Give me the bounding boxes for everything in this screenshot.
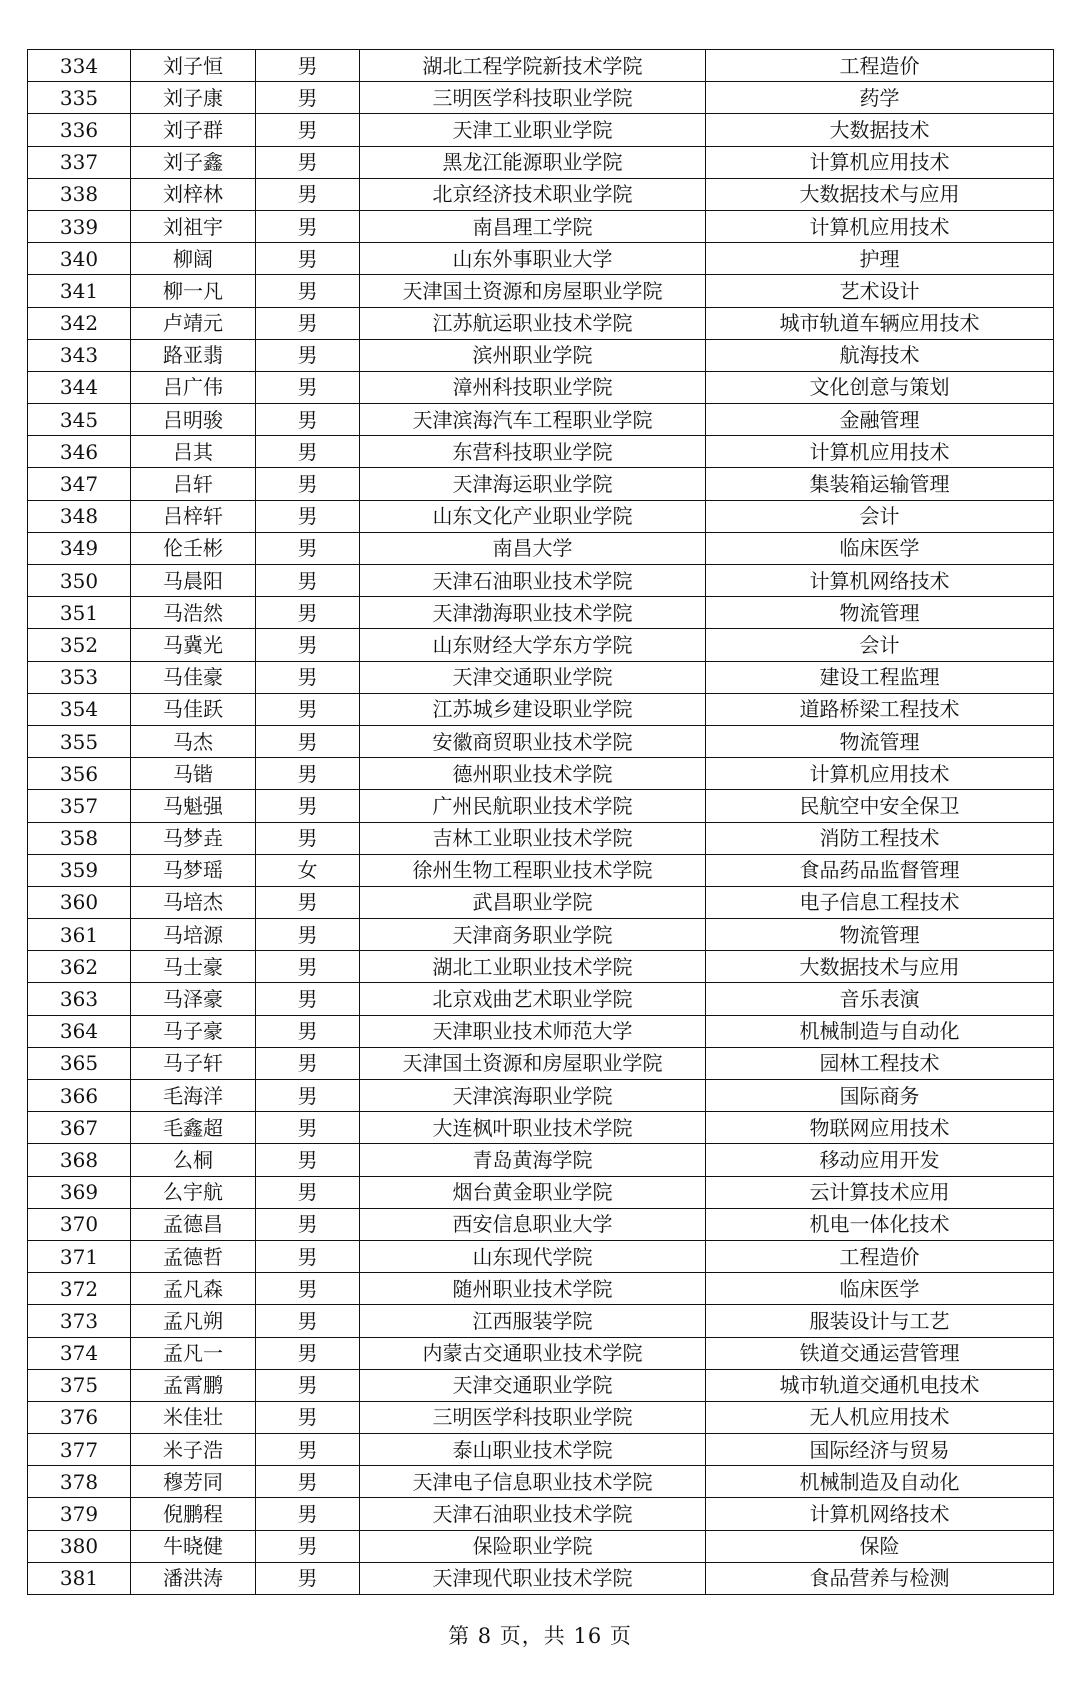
school-cell: 泰山职业技术学院	[360, 1434, 706, 1466]
gender-cell: 男	[256, 243, 360, 275]
name-cell: 孟德昌	[131, 1208, 256, 1240]
row-number-cell: 347	[28, 468, 131, 500]
major-cell: 会计	[706, 500, 1054, 532]
gender-cell: 男	[256, 404, 360, 436]
table-row	[28, 693, 1054, 725]
school-cell: 南昌大学	[360, 532, 706, 564]
school-cell: 烟台黄金职业学院	[360, 1176, 706, 1208]
major-cell: 计算机应用技术	[706, 146, 1054, 178]
table-row	[28, 1401, 1054, 1433]
name-cell: 吕梓轩	[131, 500, 256, 532]
row-number-cell: 356	[28, 758, 131, 790]
table-row	[28, 243, 1054, 275]
school-cell: 天津交通职业学院	[360, 661, 706, 693]
table-row	[28, 1273, 1054, 1305]
name-cell: 马锴	[131, 758, 256, 790]
table-row	[28, 404, 1054, 436]
gender-cell: 男	[256, 725, 360, 757]
name-cell: 米佳壮	[131, 1401, 256, 1433]
gender-cell: 男	[256, 307, 360, 339]
gender-cell: 男	[256, 275, 360, 307]
school-cell: 北京经济技术职业学院	[360, 178, 706, 210]
row-number-cell: 364	[28, 1015, 131, 1047]
table-row	[28, 1080, 1054, 1112]
major-cell: 工程造价	[706, 50, 1054, 82]
gender-cell: 男	[256, 532, 360, 564]
gender-cell: 男	[256, 210, 360, 242]
school-cell: 天津现代职业技术学院	[360, 1562, 706, 1594]
name-cell: 马晨阳	[131, 565, 256, 597]
row-number-cell: 345	[28, 404, 131, 436]
school-cell: 黑龙江能源职业学院	[360, 146, 706, 178]
school-cell: 天津国土资源和房屋职业学院	[360, 275, 706, 307]
major-cell: 消防工程技术	[706, 822, 1054, 854]
name-cell: 卢靖元	[131, 307, 256, 339]
school-cell: 天津石油职业技术学院	[360, 565, 706, 597]
gender-cell: 男	[256, 919, 360, 951]
school-cell: 山东文化产业职业学院	[360, 500, 706, 532]
major-cell: 服装设计与工艺	[706, 1305, 1054, 1337]
school-cell: 天津电子信息职业技术学院	[360, 1466, 706, 1498]
table-row	[28, 1466, 1054, 1498]
major-cell: 物流管理	[706, 725, 1054, 757]
row-number-cell: 350	[28, 565, 131, 597]
name-cell: 马佳跃	[131, 693, 256, 725]
gender-cell: 男	[256, 565, 360, 597]
school-cell: 武昌职业学院	[360, 886, 706, 918]
gender-cell: 男	[256, 1112, 360, 1144]
school-cell: 内蒙古交通职业技术学院	[360, 1337, 706, 1369]
name-cell: 马子轩	[131, 1047, 256, 1079]
gender-cell: 男	[256, 50, 360, 82]
row-number-cell: 353	[28, 661, 131, 693]
row-number-cell: 354	[28, 693, 131, 725]
school-cell: 随州职业技术学院	[360, 1273, 706, 1305]
school-cell: 天津商务职业学院	[360, 919, 706, 951]
school-cell: 山东财经大学东方学院	[360, 629, 706, 661]
row-number-cell: 371	[28, 1240, 131, 1272]
school-cell: 徐州生物工程职业技术学院	[360, 854, 706, 886]
school-cell: 三明医学科技职业学院	[360, 82, 706, 114]
row-number-cell: 337	[28, 146, 131, 178]
row-number-cell: 338	[28, 178, 131, 210]
table-row	[28, 371, 1054, 403]
school-cell: 天津工业职业学院	[360, 114, 706, 146]
major-cell: 国际经济与贸易	[706, 1434, 1054, 1466]
table-row	[28, 983, 1054, 1015]
row-number-cell: 368	[28, 1144, 131, 1176]
major-cell: 无人机应用技术	[706, 1401, 1054, 1433]
name-cell: 孟凡森	[131, 1273, 256, 1305]
major-cell: 物流管理	[706, 919, 1054, 951]
major-cell: 道路桥梁工程技术	[706, 693, 1054, 725]
name-cell: 马佳豪	[131, 661, 256, 693]
table-row	[28, 1530, 1054, 1562]
table-row	[28, 114, 1054, 146]
table-row	[28, 854, 1054, 886]
table-row	[28, 307, 1054, 339]
row-number-cell: 370	[28, 1208, 131, 1240]
table-row	[28, 725, 1054, 757]
school-cell: 吉林工业职业技术学院	[360, 822, 706, 854]
table-row	[28, 822, 1054, 854]
gender-cell: 男	[256, 1240, 360, 1272]
major-cell: 临床医学	[706, 1273, 1054, 1305]
table-row	[28, 1498, 1054, 1530]
gender-cell: 男	[256, 1273, 360, 1305]
gender-cell: 男	[256, 1208, 360, 1240]
school-cell: 东营科技职业学院	[360, 436, 706, 468]
name-cell: 刘子康	[131, 82, 256, 114]
major-cell: 机电一体化技术	[706, 1208, 1054, 1240]
gender-cell: 男	[256, 758, 360, 790]
table-row	[28, 1047, 1054, 1079]
page-footer: 第 8 页，共 16 页	[448, 1624, 632, 1648]
name-cell: 马泽豪	[131, 983, 256, 1015]
major-cell: 保险	[706, 1530, 1054, 1562]
table-row	[28, 1240, 1054, 1272]
gender-cell: 男	[256, 790, 360, 822]
school-cell: 江苏航运职业技术学院	[360, 307, 706, 339]
gender-cell: 男	[256, 1047, 360, 1079]
name-cell: 马培杰	[131, 886, 256, 918]
table-row	[28, 146, 1054, 178]
major-cell: 工程造价	[706, 1240, 1054, 1272]
table-row	[28, 919, 1054, 951]
row-number-cell: 379	[28, 1498, 131, 1530]
school-cell: 湖北工业职业技术学院	[360, 951, 706, 983]
table-row	[28, 886, 1054, 918]
school-cell: 漳州科技职业学院	[360, 371, 706, 403]
major-cell: 计算机网络技术	[706, 1498, 1054, 1530]
school-cell: 天津海运职业学院	[360, 468, 706, 500]
school-cell: 德州职业技术学院	[360, 758, 706, 790]
major-cell: 移动应用开发	[706, 1144, 1054, 1176]
major-cell: 城市轨道车辆应用技术	[706, 307, 1054, 339]
table-row	[28, 758, 1054, 790]
gender-cell: 男	[256, 1144, 360, 1176]
row-number-cell: 365	[28, 1047, 131, 1079]
row-number-cell: 335	[28, 82, 131, 114]
student-list-table	[27, 49, 1054, 1595]
name-cell: 孟霄鹏	[131, 1369, 256, 1401]
gender-cell: 男	[256, 951, 360, 983]
gender-cell: 男	[256, 1337, 360, 1369]
gender-cell: 男	[256, 1466, 360, 1498]
name-cell: 伦壬彬	[131, 532, 256, 564]
major-cell: 建设工程监理	[706, 661, 1054, 693]
major-cell: 航海技术	[706, 339, 1054, 371]
name-cell: 倪鹏程	[131, 1498, 256, 1530]
name-cell: 马杰	[131, 725, 256, 757]
name-cell: 孟德哲	[131, 1240, 256, 1272]
major-cell: 食品药品监督管理	[706, 854, 1054, 886]
name-cell: 刘梓林	[131, 178, 256, 210]
name-cell: 么桐	[131, 1144, 256, 1176]
table-row	[28, 1434, 1054, 1466]
school-cell: 天津渤海职业技术学院	[360, 597, 706, 629]
name-cell: 柳一凡	[131, 275, 256, 307]
major-cell: 计算机网络技术	[706, 565, 1054, 597]
gender-cell: 男	[256, 1015, 360, 1047]
gender-cell: 男	[256, 114, 360, 146]
table-row	[28, 629, 1054, 661]
row-number-cell: 344	[28, 371, 131, 403]
row-number-cell: 361	[28, 919, 131, 951]
row-number-cell: 373	[28, 1305, 131, 1337]
row-number-cell: 339	[28, 210, 131, 242]
name-cell: 刘祖宇	[131, 210, 256, 242]
school-cell: 广州民航职业技术学院	[360, 790, 706, 822]
gender-cell: 男	[256, 822, 360, 854]
table-row	[28, 951, 1054, 983]
table-row	[28, 661, 1054, 693]
table-body	[28, 50, 1054, 1595]
name-cell: 吕其	[131, 436, 256, 468]
major-cell: 物流管理	[706, 597, 1054, 629]
major-cell: 计算机应用技术	[706, 210, 1054, 242]
gender-cell: 男	[256, 468, 360, 500]
table-row	[28, 597, 1054, 629]
name-cell: 孟凡朔	[131, 1305, 256, 1337]
name-cell: 牛晓健	[131, 1530, 256, 1562]
gender-cell: 男	[256, 178, 360, 210]
row-number-cell: 336	[28, 114, 131, 146]
major-cell: 药学	[706, 82, 1054, 114]
major-cell: 大数据技术	[706, 114, 1054, 146]
major-cell: 计算机应用技术	[706, 436, 1054, 468]
name-cell: 刘子恒	[131, 50, 256, 82]
table-row	[28, 1208, 1054, 1240]
school-cell: 三明医学科技职业学院	[360, 1401, 706, 1433]
table-row	[28, 339, 1054, 371]
major-cell: 临床医学	[706, 532, 1054, 564]
row-number-cell: 343	[28, 339, 131, 371]
row-number-cell: 340	[28, 243, 131, 275]
school-cell: 大连枫叶职业技术学院	[360, 1112, 706, 1144]
table-row	[28, 275, 1054, 307]
school-cell: 北京戏曲艺术职业学院	[360, 983, 706, 1015]
school-cell: 青岛黄海学院	[360, 1144, 706, 1176]
major-cell: 艺术设计	[706, 275, 1054, 307]
row-number-cell: 360	[28, 886, 131, 918]
major-cell: 云计算技术应用	[706, 1176, 1054, 1208]
name-cell: 孟凡一	[131, 1337, 256, 1369]
row-number-cell: 359	[28, 854, 131, 886]
gender-cell: 女	[256, 854, 360, 886]
school-cell: 湖北工程学院新技术学院	[360, 50, 706, 82]
row-number-cell: 357	[28, 790, 131, 822]
row-number-cell: 376	[28, 1401, 131, 1433]
table-row	[28, 1144, 1054, 1176]
gender-cell: 男	[256, 1562, 360, 1594]
table-row	[28, 1112, 1054, 1144]
table-row	[28, 1015, 1054, 1047]
major-cell: 机械制造及自动化	[706, 1466, 1054, 1498]
table-row	[28, 532, 1054, 564]
row-number-cell: 363	[28, 983, 131, 1015]
name-cell: 吕轩	[131, 468, 256, 500]
name-cell: 马子豪	[131, 1015, 256, 1047]
name-cell: 么宇航	[131, 1176, 256, 1208]
table-row	[28, 210, 1054, 242]
name-cell: 马梦垚	[131, 822, 256, 854]
school-cell: 天津滨海汽车工程职业学院	[360, 404, 706, 436]
major-cell: 物联网应用技术	[706, 1112, 1054, 1144]
gender-cell: 男	[256, 1498, 360, 1530]
gender-cell: 男	[256, 983, 360, 1015]
table-row	[28, 1337, 1054, 1369]
major-cell: 会计	[706, 629, 1054, 661]
gender-cell: 男	[256, 886, 360, 918]
row-number-cell: 380	[28, 1530, 131, 1562]
school-cell: 南昌理工学院	[360, 210, 706, 242]
school-cell: 滨州职业学院	[360, 339, 706, 371]
gender-cell: 男	[256, 1369, 360, 1401]
table-row	[28, 1562, 1054, 1594]
school-cell: 安徽商贸职业技术学院	[360, 725, 706, 757]
school-cell: 天津国土资源和房屋职业学院	[360, 1047, 706, 1079]
major-cell: 集装箱运输管理	[706, 468, 1054, 500]
name-cell: 吕广伟	[131, 371, 256, 403]
major-cell: 园林工程技术	[706, 1047, 1054, 1079]
row-number-cell: 362	[28, 951, 131, 983]
name-cell: 马魁强	[131, 790, 256, 822]
name-cell: 毛海洋	[131, 1080, 256, 1112]
table-row	[28, 1369, 1054, 1401]
row-number-cell: 369	[28, 1176, 131, 1208]
school-cell: 天津职业技术师范大学	[360, 1015, 706, 1047]
row-number-cell: 378	[28, 1466, 131, 1498]
row-number-cell: 342	[28, 307, 131, 339]
name-cell: 马浩然	[131, 597, 256, 629]
school-cell: 江苏城乡建设职业学院	[360, 693, 706, 725]
gender-cell: 男	[256, 597, 360, 629]
gender-cell: 男	[256, 1176, 360, 1208]
table-row	[28, 565, 1054, 597]
name-cell: 吕明骏	[131, 404, 256, 436]
table-row	[28, 1176, 1054, 1208]
row-number-cell: 366	[28, 1080, 131, 1112]
row-number-cell: 374	[28, 1337, 131, 1369]
gender-cell: 男	[256, 1530, 360, 1562]
name-cell: 柳阔	[131, 243, 256, 275]
school-cell: 山东外事职业大学	[360, 243, 706, 275]
gender-cell: 男	[256, 1401, 360, 1433]
major-cell: 护理	[706, 243, 1054, 275]
gender-cell: 男	[256, 1305, 360, 1337]
table-row	[28, 790, 1054, 822]
major-cell: 国际商务	[706, 1080, 1054, 1112]
table-row	[28, 178, 1054, 210]
row-number-cell: 351	[28, 597, 131, 629]
gender-cell: 男	[256, 1080, 360, 1112]
gender-cell: 男	[256, 693, 360, 725]
gender-cell: 男	[256, 436, 360, 468]
table-row	[28, 468, 1054, 500]
row-number-cell: 372	[28, 1273, 131, 1305]
school-cell: 天津交通职业学院	[360, 1369, 706, 1401]
row-number-cell: 348	[28, 500, 131, 532]
row-number-cell: 375	[28, 1369, 131, 1401]
name-cell: 马梦瑶	[131, 854, 256, 886]
major-cell: 民航空中安全保卫	[706, 790, 1054, 822]
major-cell: 城市轨道交通机电技术	[706, 1369, 1054, 1401]
gender-cell: 男	[256, 146, 360, 178]
table-row	[28, 436, 1054, 468]
table-row	[28, 50, 1054, 82]
row-number-cell: 377	[28, 1434, 131, 1466]
row-number-cell: 334	[28, 50, 131, 82]
row-number-cell: 349	[28, 532, 131, 564]
gender-cell: 男	[256, 1434, 360, 1466]
school-cell: 山东现代学院	[360, 1240, 706, 1272]
major-cell: 机械制造与自动化	[706, 1015, 1054, 1047]
major-cell: 铁道交通运营管理	[706, 1337, 1054, 1369]
row-number-cell: 367	[28, 1112, 131, 1144]
major-cell: 音乐表演	[706, 983, 1054, 1015]
school-cell: 保险职业学院	[360, 1530, 706, 1562]
name-cell: 潘洪涛	[131, 1562, 256, 1594]
gender-cell: 男	[256, 661, 360, 693]
major-cell: 食品营养与检测	[706, 1562, 1054, 1594]
table-row	[28, 82, 1054, 114]
name-cell: 马士豪	[131, 951, 256, 983]
table-row	[28, 1305, 1054, 1337]
major-cell: 金融管理	[706, 404, 1054, 436]
name-cell: 刘子群	[131, 114, 256, 146]
name-cell: 毛鑫超	[131, 1112, 256, 1144]
school-cell: 天津滨海职业学院	[360, 1080, 706, 1112]
row-number-cell: 346	[28, 436, 131, 468]
gender-cell: 男	[256, 629, 360, 661]
gender-cell: 男	[256, 371, 360, 403]
row-number-cell: 358	[28, 822, 131, 854]
name-cell: 米子浩	[131, 1434, 256, 1466]
name-cell: 刘子鑫	[131, 146, 256, 178]
major-cell: 电子信息工程技术	[706, 886, 1054, 918]
school-cell: 西安信息职业大学	[360, 1208, 706, 1240]
row-number-cell: 341	[28, 275, 131, 307]
row-number-cell: 352	[28, 629, 131, 661]
name-cell: 马培源	[131, 919, 256, 951]
gender-cell: 男	[256, 500, 360, 532]
gender-cell: 男	[256, 82, 360, 114]
row-number-cell: 381	[28, 1562, 131, 1594]
name-cell: 穆芳同	[131, 1466, 256, 1498]
major-cell: 文化创意与策划	[706, 371, 1054, 403]
major-cell: 计算机应用技术	[706, 758, 1054, 790]
major-cell: 大数据技术与应用	[706, 178, 1054, 210]
gender-cell: 男	[256, 339, 360, 371]
school-cell: 天津石油职业技术学院	[360, 1498, 706, 1530]
row-number-cell: 355	[28, 725, 131, 757]
name-cell: 路亚翡	[131, 339, 256, 371]
school-cell: 江西服装学院	[360, 1305, 706, 1337]
table-row	[28, 500, 1054, 532]
name-cell: 马冀光	[131, 629, 256, 661]
major-cell: 大数据技术与应用	[706, 951, 1054, 983]
